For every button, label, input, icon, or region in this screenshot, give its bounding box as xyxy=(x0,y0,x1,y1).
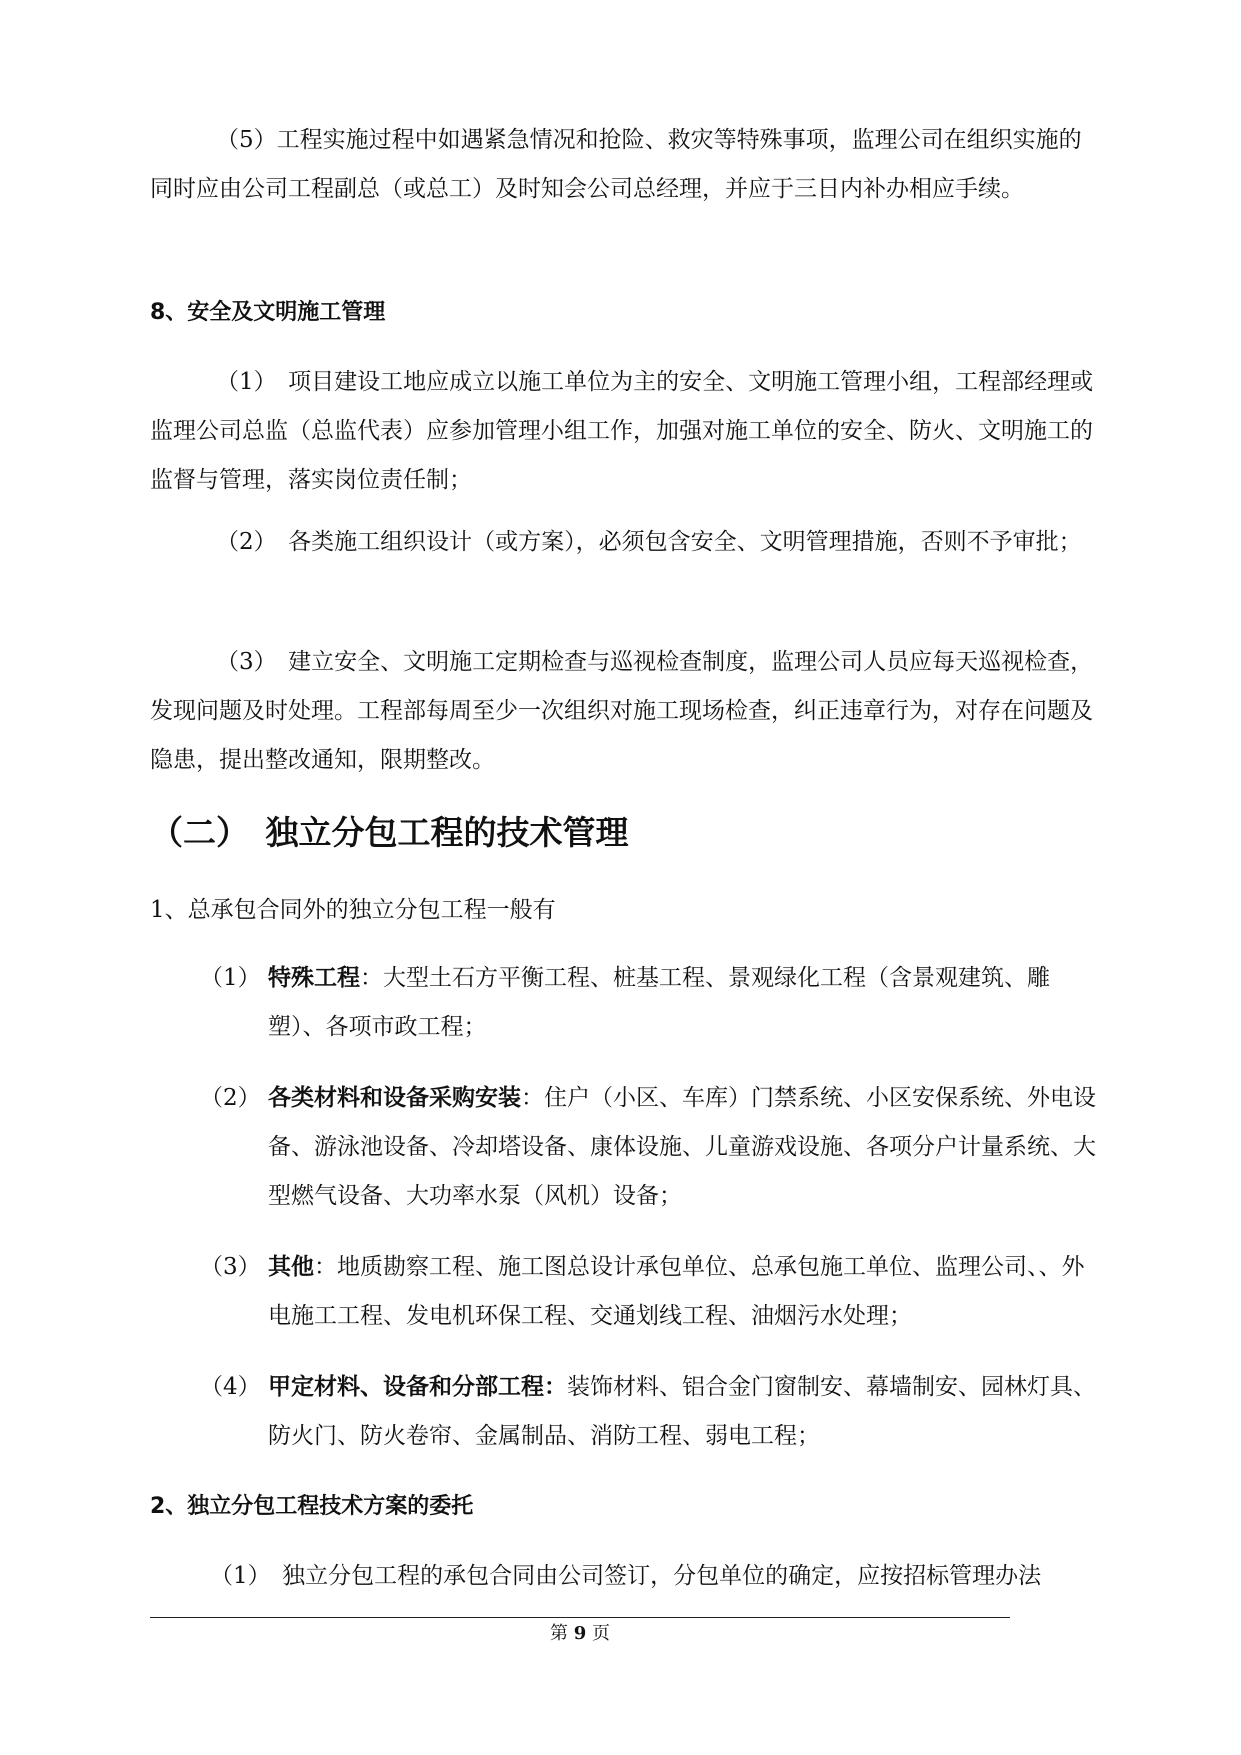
list-item-text: ：住户（小区、车库）门禁系统、小区安保系统、外电设备、游泳池设备、冷却塔设备、康体设施、儿童游戏设施、各项分户计量系统、大型燃气设备、大功率水泵（风机）设备； xyxy=(268,1085,1096,1209)
list-item-3 xyxy=(200,1243,1100,1341)
sub-2-heading: 2、独立分包工程技术方案的委托 xyxy=(150,1494,474,1519)
paragraph-8-1: （1） 项目建设工地应成立以施工单位为主的安全、文明施工管理小组，工程部经理或监理公司总监（总监代表）应参加管理小组工作，加强对施工单位的安全、防火、文明施工的监督与管理，落实岗位责任制； xyxy=(150,369,1094,493)
list-item-4 xyxy=(200,1363,1100,1461)
paragraph-7-5: （5）工程实施过程中如遇紧急情况和抢险、救灾等特殊事项，监理公司在组织实施的同时应由公司工程副总（或总工）及时知会公司总经理，并应于三日内补办相应手续。 xyxy=(150,127,1082,202)
list-item-text: ：地质勘察工程、施工图总设计承包单位、总承包施工单位、监理公司、、外电施工工程、发电机环保工程、交通划线工程、油烟污水处理； xyxy=(268,1254,1085,1329)
list-item-1 xyxy=(200,954,1100,1052)
page-number: 9 xyxy=(573,1623,587,1644)
footer-divider xyxy=(150,1617,1010,1618)
list-item-text: 装饰材料、铝合金门窗制安、幕墙制安、园林灯具、防火门、防火卷帘、金属制品、消防工程、弱电工程； xyxy=(268,1374,1096,1449)
list-item-text: ：大型土石方平衡工程、桩基工程、景观绿化工程（含景观建筑、雕塑）、各项市政工程； xyxy=(268,965,1050,1040)
footer-suffix: 页 xyxy=(592,1623,610,1644)
list-item-number: （1） xyxy=(200,965,261,991)
chapter-2-title: （二） 独立分包工程的技术管理 xyxy=(150,813,629,852)
list-item-keyword: 其他 xyxy=(268,1254,314,1280)
list-item-keyword: 各类材料和设备采购安装 xyxy=(268,1085,521,1111)
paragraph-8-2: （2） 各类施工组织设计（或方案），必须包含安全、文明管理措施，否则不予审批； xyxy=(216,529,1082,555)
paragraph-8-3: （3） 建立安全、文明施工定期检查与巡视检查制度，监理公司人员应每天巡视检查，发现问题及时处理。工程部每周至少一次组织对施工现场检查，纠正违章行为，对存在问题及隐患，提出整改通知，限期整改。 xyxy=(150,649,1094,773)
sub-1-heading: 1、总承包合同外的独立分包工程一般有 xyxy=(150,897,556,923)
page-footer xyxy=(150,1622,1010,1646)
paragraph-sub2-1: （1） 独立分包工程的承包合同由公司签订，分包单位的确定，应按招标管理办法 xyxy=(210,1563,1042,1589)
footer-prefix: 第 xyxy=(550,1623,568,1644)
list-item-number: （3） xyxy=(200,1254,261,1280)
list-item-number: （4） xyxy=(200,1374,261,1400)
list-item-number: （2） xyxy=(200,1085,261,1111)
section-8-heading: 8、安全及文明施工管理 xyxy=(150,300,386,325)
list-item-keyword: 甲定材料、设备和分部工程： xyxy=(268,1374,567,1400)
list-item-keyword: 特殊工程 xyxy=(268,965,360,991)
list-item-2 xyxy=(200,1074,1100,1221)
